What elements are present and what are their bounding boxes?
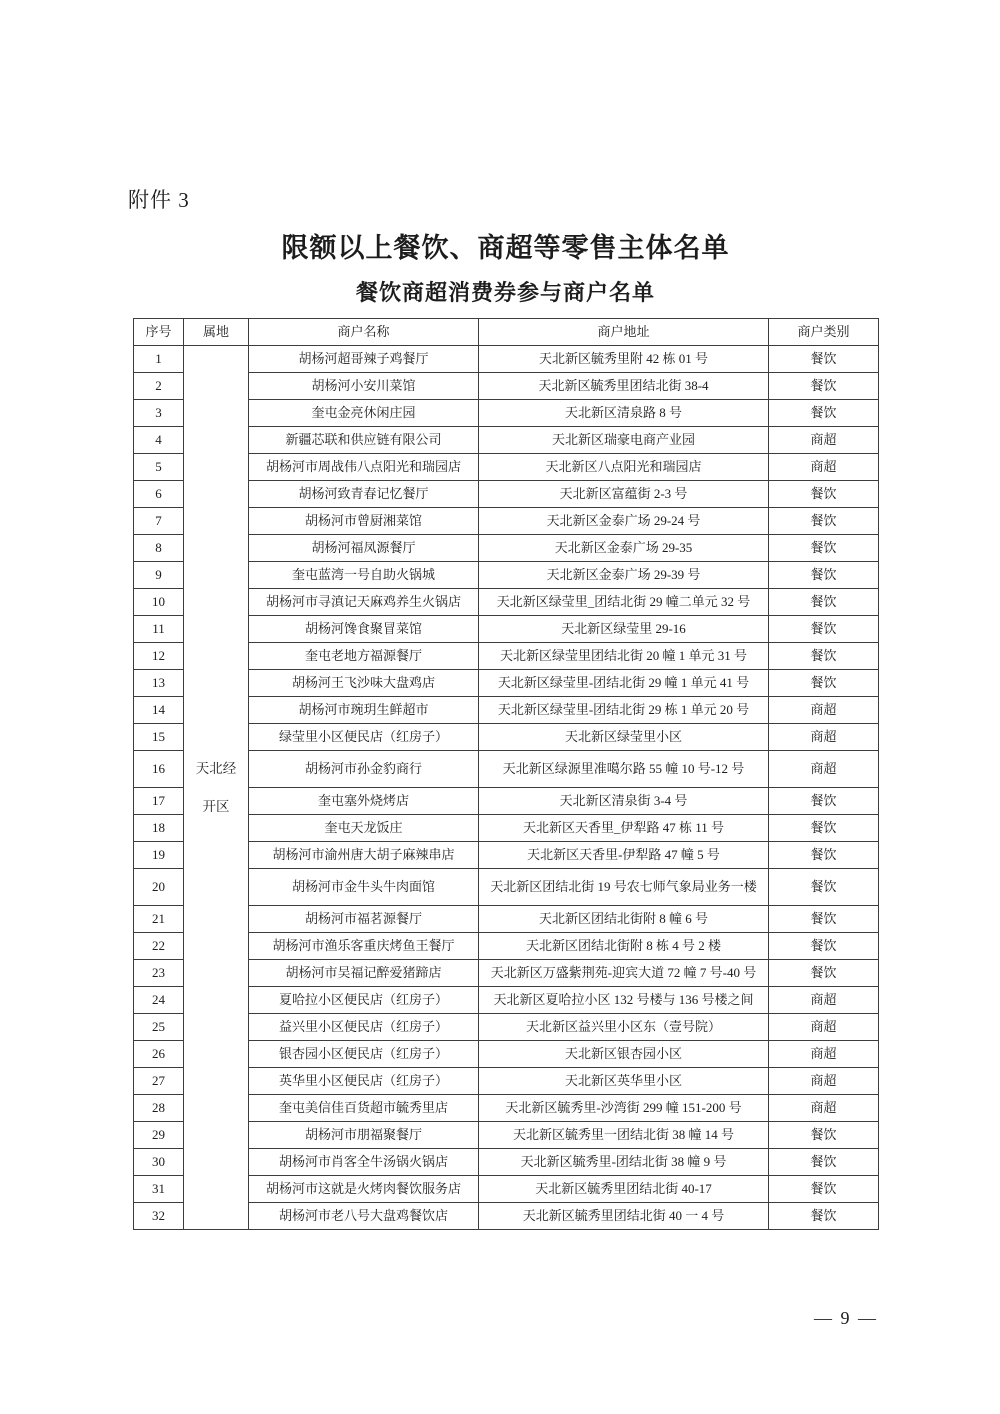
cell-serial: 3 bbox=[134, 400, 184, 427]
cell-merchant-address: 天北新区绿源里准噶尔路 55 幢 10 号-12 号 bbox=[479, 751, 769, 788]
header-merchant-address: 商户地址 bbox=[479, 319, 769, 346]
cell-merchant-category: 餐饮 bbox=[769, 1149, 879, 1176]
merchant-table-body bbox=[134, 346, 879, 1230]
cell-merchant-category: 餐饮 bbox=[769, 562, 879, 589]
document-title: 限额以上餐饮、商超等零售主体名单 bbox=[281, 233, 730, 263]
cell-merchant-category: 商超 bbox=[769, 751, 879, 788]
cell-serial: 14 bbox=[134, 697, 184, 724]
cell-merchant-category: 餐饮 bbox=[769, 869, 879, 906]
document-subtitle: 餐饮商超消费券参与商户名单 bbox=[355, 280, 655, 305]
cell-merchant-name: 胡杨河市这就是火烤肉餐饮服务店 bbox=[249, 1176, 479, 1203]
cell-merchant-address: 天北新区银杏园小区 bbox=[479, 1041, 769, 1068]
cell-merchant-name: 绿莹里小区便民店（红房子） bbox=[249, 724, 479, 751]
merchant-table bbox=[133, 318, 879, 1230]
cell-merchant-address: 天北新区富蕴街 2-3 号 bbox=[479, 481, 769, 508]
cell-serial: 4 bbox=[134, 427, 184, 454]
cell-merchant-address: 天北新区团结北街 19 号农七师气象局业务一楼 bbox=[479, 869, 769, 906]
cell-merchant-name: 胡杨河市吴福记醉爱猪蹄店 bbox=[249, 960, 479, 987]
cell-merchant-category: 餐饮 bbox=[769, 481, 879, 508]
cell-merchant-name: 奎屯蓝湾一号自助火锅城 bbox=[249, 562, 479, 589]
cell-merchant-category: 餐饮 bbox=[769, 400, 879, 427]
cell-merchant-category: 商超 bbox=[769, 724, 879, 751]
cell-serial: 10 bbox=[134, 589, 184, 616]
cell-serial: 2 bbox=[134, 373, 184, 400]
cell-serial: 23 bbox=[134, 960, 184, 987]
cell-merchant-address: 天北新区万盛紫荆苑-迎宾大道 72 幢 7 号-40 号 bbox=[479, 960, 769, 987]
cell-merchant-category: 餐饮 bbox=[769, 788, 879, 815]
cell-merchant-name: 英华里小区便民店（红房子） bbox=[249, 1068, 479, 1095]
cell-serial: 9 bbox=[134, 562, 184, 589]
cell-merchant-address: 天北新区毓秀里附 42 栋 01 号 bbox=[479, 346, 769, 373]
cell-merchant-name: 奎屯金亮休闲庄园 bbox=[249, 400, 479, 427]
cell-merchant-address: 天北新区绿莹里团结北街 20 幢 1 单元 31 号 bbox=[479, 643, 769, 670]
cell-merchant-name: 胡杨河市琬玥生鲜超市 bbox=[249, 697, 479, 724]
cell-merchant-category: 餐饮 bbox=[769, 1122, 879, 1149]
cell-merchant-address: 天北新区绿莹里-团结北街 29 幢 1 单元 41 号 bbox=[479, 670, 769, 697]
cell-serial: 13 bbox=[134, 670, 184, 697]
cell-merchant-address: 天北新区毓秀里团结北街 40-17 bbox=[479, 1176, 769, 1203]
cell-merchant-category: 餐饮 bbox=[769, 373, 879, 400]
cell-merchant-category: 餐饮 bbox=[769, 842, 879, 869]
cell-serial: 17 bbox=[134, 788, 184, 815]
cell-merchant-category: 餐饮 bbox=[769, 815, 879, 842]
cell-merchant-address: 天北新区瑞豪电商产业园 bbox=[479, 427, 769, 454]
cell-merchant-name: 胡杨河王飞沙味大盘鸡店 bbox=[249, 670, 479, 697]
cell-merchant-address: 天北新区益兴里小区东（壹号院） bbox=[479, 1014, 769, 1041]
cell-merchant-address: 天北新区金泰广场 29-35 bbox=[479, 535, 769, 562]
cell-merchant-category: 商超 bbox=[769, 1014, 879, 1041]
cell-merchant-name: 胡杨河福凤源餐厅 bbox=[249, 535, 479, 562]
page-number: — 9 — bbox=[814, 1308, 878, 1328]
cell-merchant-category: 商超 bbox=[769, 1068, 879, 1095]
header-merchant-category: 商户类别 bbox=[769, 319, 879, 346]
cell-merchant-name: 胡杨河市周战伟八点阳光和瑞园店 bbox=[249, 454, 479, 481]
cell-serial: 6 bbox=[134, 481, 184, 508]
cell-merchant-category: 商超 bbox=[769, 1041, 879, 1068]
cell-serial: 29 bbox=[134, 1122, 184, 1149]
cell-merchant-category: 商超 bbox=[769, 697, 879, 724]
cell-merchant-address: 天北新区金泰广场 29-39 号 bbox=[479, 562, 769, 589]
cell-serial: 7 bbox=[134, 508, 184, 535]
cell-merchant-name: 胡杨河市寻滇记天麻鸡养生火锅店 bbox=[249, 589, 479, 616]
cell-merchant-name: 胡杨河市肖客全牛汤锅火锅店 bbox=[249, 1149, 479, 1176]
cell-merchant-address: 天北新区毓秀里-团结北街 38 幢 9 号 bbox=[479, 1149, 769, 1176]
cell-merchant-name: 胡杨河馋食聚冒菜馆 bbox=[249, 616, 479, 643]
cell-merchant-address: 天北新区清泉路 8 号 bbox=[479, 400, 769, 427]
cell-merchant-name: 胡杨河市渔乐客重庆烤鱼王餐厅 bbox=[249, 933, 479, 960]
cell-merchant-name: 胡杨河市金牛头牛肉面馆 bbox=[249, 869, 479, 906]
cell-merchant-address: 天北新区绿莹里_团结北街 29 幢二单元 32 号 bbox=[479, 589, 769, 616]
cell-merchant-address: 天北新区清泉街 3-4 号 bbox=[479, 788, 769, 815]
cell-merchant-name: 胡杨河市朋福聚餐厅 bbox=[249, 1122, 479, 1149]
cell-merchant-category: 餐饮 bbox=[769, 589, 879, 616]
table-row bbox=[134, 346, 879, 373]
cell-merchant-category: 餐饮 bbox=[769, 1176, 879, 1203]
cell-merchant-address: 天北新区绿莹里-团结北街 29 栋 1 单元 20 号 bbox=[479, 697, 769, 724]
cell-merchant-name: 夏哈拉小区便民店（红房子） bbox=[249, 987, 479, 1014]
table-header-row bbox=[134, 319, 879, 346]
cell-merchant-name: 新疆芯联和供应链有限公司 bbox=[249, 427, 479, 454]
cell-serial: 21 bbox=[134, 906, 184, 933]
cell-serial: 28 bbox=[134, 1095, 184, 1122]
cell-serial: 30 bbox=[134, 1149, 184, 1176]
header-region: 属地 bbox=[184, 319, 249, 346]
cell-merchant-category: 商超 bbox=[769, 1095, 879, 1122]
cell-merchant-address: 天北新区天香里_伊犁路 47 栋 11 号 bbox=[479, 815, 769, 842]
cell-region bbox=[184, 346, 249, 1230]
cell-serial: 22 bbox=[134, 933, 184, 960]
cell-serial: 26 bbox=[134, 1041, 184, 1068]
cell-merchant-address: 天北新区八点阳光和瑞园店 bbox=[479, 454, 769, 481]
cell-merchant-name: 胡杨河小安川菜馆 bbox=[249, 373, 479, 400]
cell-merchant-name: 胡杨河市渝州唐大胡子麻辣串店 bbox=[249, 842, 479, 869]
cell-merchant-name: 胡杨河市老八号大盘鸡餐饮店 bbox=[249, 1203, 479, 1230]
region-label: 天北经开区 bbox=[195, 760, 237, 814]
cell-merchant-category: 餐饮 bbox=[769, 933, 879, 960]
cell-merchant-category: 商超 bbox=[769, 987, 879, 1014]
cell-serial: 15 bbox=[134, 724, 184, 751]
cell-merchant-name: 奎屯塞外烧烤店 bbox=[249, 788, 479, 815]
cell-merchant-address: 天北新区毓秀里-沙湾街 299 幢 151-200 号 bbox=[479, 1095, 769, 1122]
cell-merchant-name: 胡杨河市曾厨湘菜馆 bbox=[249, 508, 479, 535]
cell-serial: 27 bbox=[134, 1068, 184, 1095]
attachment-label: 附件 3 bbox=[128, 188, 190, 212]
cell-serial: 32 bbox=[134, 1203, 184, 1230]
cell-serial: 18 bbox=[134, 815, 184, 842]
cell-merchant-address: 天北新区团结北街附 8 栋 4 号 2 楼 bbox=[479, 933, 769, 960]
cell-merchant-name: 胡杨河超哥辣子鸡餐厅 bbox=[249, 346, 479, 373]
cell-merchant-name: 胡杨河致青春记忆餐厅 bbox=[249, 481, 479, 508]
header-merchant-name: 商户名称 bbox=[249, 319, 479, 346]
cell-serial: 11 bbox=[134, 616, 184, 643]
cell-merchant-name: 胡杨河市孙金豹商行 bbox=[249, 751, 479, 788]
cell-merchant-address: 天北新区毓秀里团结北街 40 一 4 号 bbox=[479, 1203, 769, 1230]
cell-merchant-category: 商超 bbox=[769, 454, 879, 481]
cell-merchant-name: 胡杨河市福茗源餐厅 bbox=[249, 906, 479, 933]
cell-merchant-address: 天北新区毓秀里一团结北街 38 幢 14 号 bbox=[479, 1122, 769, 1149]
cell-merchant-name: 奎屯天龙饭庄 bbox=[249, 815, 479, 842]
cell-serial: 5 bbox=[134, 454, 184, 481]
cell-merchant-address: 天北新区绿莹里小区 bbox=[479, 724, 769, 751]
cell-merchant-category: 商超 bbox=[769, 427, 879, 454]
cell-merchant-address: 天北新区金泰广场 29-24 号 bbox=[479, 508, 769, 535]
cell-merchant-category: 餐饮 bbox=[769, 670, 879, 697]
cell-merchant-address: 天北新区毓秀里团结北街 38-4 bbox=[479, 373, 769, 400]
cell-serial: 20 bbox=[134, 869, 184, 906]
cell-merchant-category: 餐饮 bbox=[769, 508, 879, 535]
cell-merchant-address: 天北新区英华里小区 bbox=[479, 1068, 769, 1095]
cell-merchant-category: 餐饮 bbox=[769, 1203, 879, 1230]
cell-serial: 19 bbox=[134, 842, 184, 869]
cell-merchant-address: 天北新区夏哈拉小区 132 号楼与 136 号楼之间 bbox=[479, 987, 769, 1014]
cell-merchant-address: 天北新区天香里-伊犁路 47 幢 5 号 bbox=[479, 842, 769, 869]
cell-merchant-category: 餐饮 bbox=[769, 616, 879, 643]
cell-serial: 8 bbox=[134, 535, 184, 562]
cell-merchant-name: 奎屯美信佳百货超市毓秀里店 bbox=[249, 1095, 479, 1122]
cell-serial: 31 bbox=[134, 1176, 184, 1203]
cell-serial: 24 bbox=[134, 987, 184, 1014]
cell-merchant-name: 益兴里小区便民店（红房子） bbox=[249, 1014, 479, 1041]
cell-merchant-address: 天北新区绿莹里 29-16 bbox=[479, 616, 769, 643]
cell-merchant-category: 餐饮 bbox=[769, 643, 879, 670]
cell-merchant-category: 餐饮 bbox=[769, 906, 879, 933]
cell-serial: 12 bbox=[134, 643, 184, 670]
cell-merchant-name: 银杏园小区便民店（红房子） bbox=[249, 1041, 479, 1068]
cell-serial: 1 bbox=[134, 346, 184, 373]
cell-merchant-name: 奎屯老地方福源餐厅 bbox=[249, 643, 479, 670]
cell-merchant-category: 餐饮 bbox=[769, 535, 879, 562]
cell-serial: 16 bbox=[134, 751, 184, 788]
cell-merchant-category: 餐饮 bbox=[769, 346, 879, 373]
cell-serial: 25 bbox=[134, 1014, 184, 1041]
header-serial: 序号 bbox=[134, 319, 184, 346]
cell-merchant-category: 餐饮 bbox=[769, 960, 879, 987]
cell-merchant-address: 天北新区团结北街附 8 幢 6 号 bbox=[479, 906, 769, 933]
